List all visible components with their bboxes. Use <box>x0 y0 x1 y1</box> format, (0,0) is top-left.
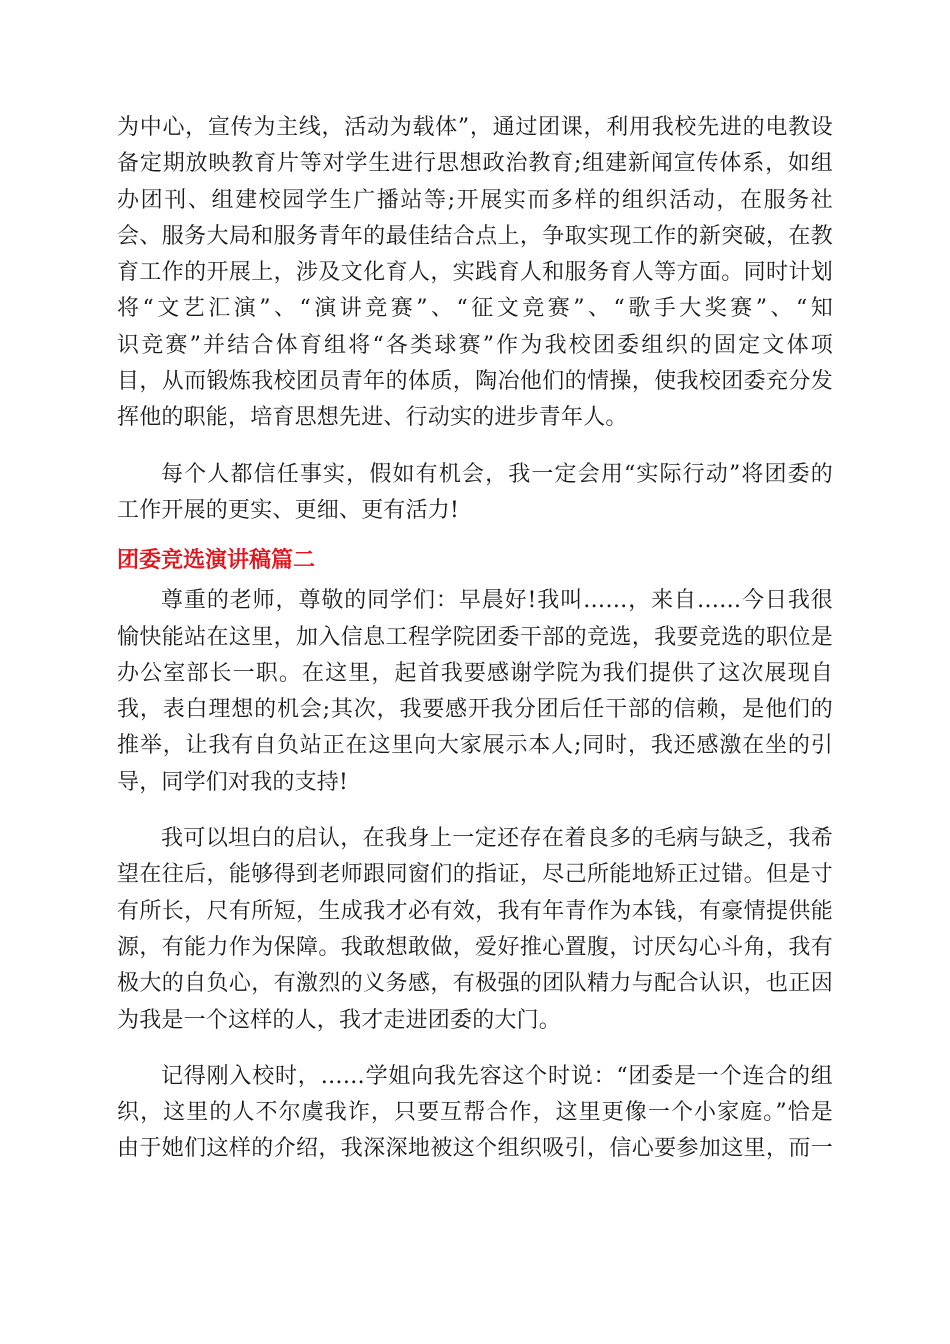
text-line: 极大的自负心，有激烈的义务感，有极强的团队精力与配合认识，也正因 <box>117 971 833 997</box>
text-line: 有所长，尺有所短，生成我才必有效，我有年青作为本钱，有豪情提供能 <box>117 898 833 924</box>
text-line: 备定期放映教育片等对学生进行思想政治教育;组建新闻宣传体系，如组 <box>117 151 833 177</box>
paragraph-gap <box>117 1039 833 1059</box>
paragraph <box>117 821 833 1039</box>
paragraph <box>117 457 833 530</box>
text-line: 为我是一个这样的人，我才走进团委的大门。 <box>117 1007 562 1033</box>
text-line: 育工作的开展上，涉及文化育人，实践育人和服务育人等方面。同时计划 <box>117 260 833 286</box>
text-line: 织，这里的人不尔虞我诈，只要互帮合作，这里更像一个小家庭。”恰是 <box>117 1100 833 1126</box>
text-line: 办团刊、组建校园学生广播站等;开展实而多样的组织活动，在服务社 <box>117 187 833 213</box>
paragraph-gap <box>117 801 833 821</box>
text-line: 识竞赛”并结合体育组将“各类球赛”作为我校团委组织的固定文体项 <box>117 332 833 358</box>
text-line: 工作开展的更实、更细、更有活力! <box>117 497 460 523</box>
text-line: 源，有能力作为保障。我敢想敢做，爱好推心置腹，讨厌勾心斗角，我有 <box>117 934 833 960</box>
text-line: 挥他的职能，培育思想先进、行动实的进步青年人。 <box>117 405 628 431</box>
paragraph <box>117 583 833 801</box>
text-line: 办公室部长一职。在这里，起首我要感谢学院为我们提供了这次展现自 <box>117 660 833 686</box>
text-line: 我可以坦白的启认，在我身上一定还存在着良多的毛病与缺乏，我希 <box>161 826 833 852</box>
text-line: 愉快能站在这里，加入信息工程学院团委干部的竞选，我要竞选的职位是 <box>117 624 833 650</box>
text-line: 由于她们这样的介绍，我深深地被这个组织吸引，信心要参加这里，而一 <box>117 1136 833 1162</box>
text-line: 我，表白理想的机会;其次，我要感开我分团后任干部的信赖，是他们的 <box>117 697 833 723</box>
text-line: 尊重的老师，尊敬的同学们：早晨好!我叫……，来自……今日我很 <box>161 588 833 614</box>
paragraph <box>117 1059 833 1168</box>
paragraph-gap <box>117 437 833 457</box>
text-line: 将“文艺汇演”、“演讲竞赛”、“征文竞赛”、“歌手大奖赛”、“知 <box>117 296 833 322</box>
document-body <box>117 110 833 1168</box>
text-line: 目，从而锻炼我校团员青年的体质，陶冶他们的情操，使我校团委充分发 <box>117 369 833 395</box>
paragraph-continued <box>117 110 833 437</box>
text-line: 每个人都信任事实，假如有机会，我一定会用“实际行动”将团委的 <box>161 461 833 487</box>
text-line: 望在往后，能够得到老师跟同窗们的指证，尽己所能地矫正过错。但是寸 <box>117 862 833 888</box>
text-line: 会、服务大局和服务青年的最佳结合点上，争取实现工作的新突破，在教 <box>117 223 833 249</box>
text-line: 记得刚入校时，……学姐向我先容这个时说：“团委是一个连合的组 <box>161 1063 833 1089</box>
paragraph-gap <box>117 529 833 543</box>
text-line: 推举，让我有自负站正在这里向大家展示本人;同时，我还感激在坐的引 <box>117 733 833 759</box>
text-line: 导，同学们对我的支持! <box>117 769 349 795</box>
text-line: 为中心，宣传为主线，活动为载体”，通过团课，利用我校先进的电教设 <box>117 115 833 140</box>
section-heading: 团委竞选演讲稿篇二 <box>117 548 316 574</box>
